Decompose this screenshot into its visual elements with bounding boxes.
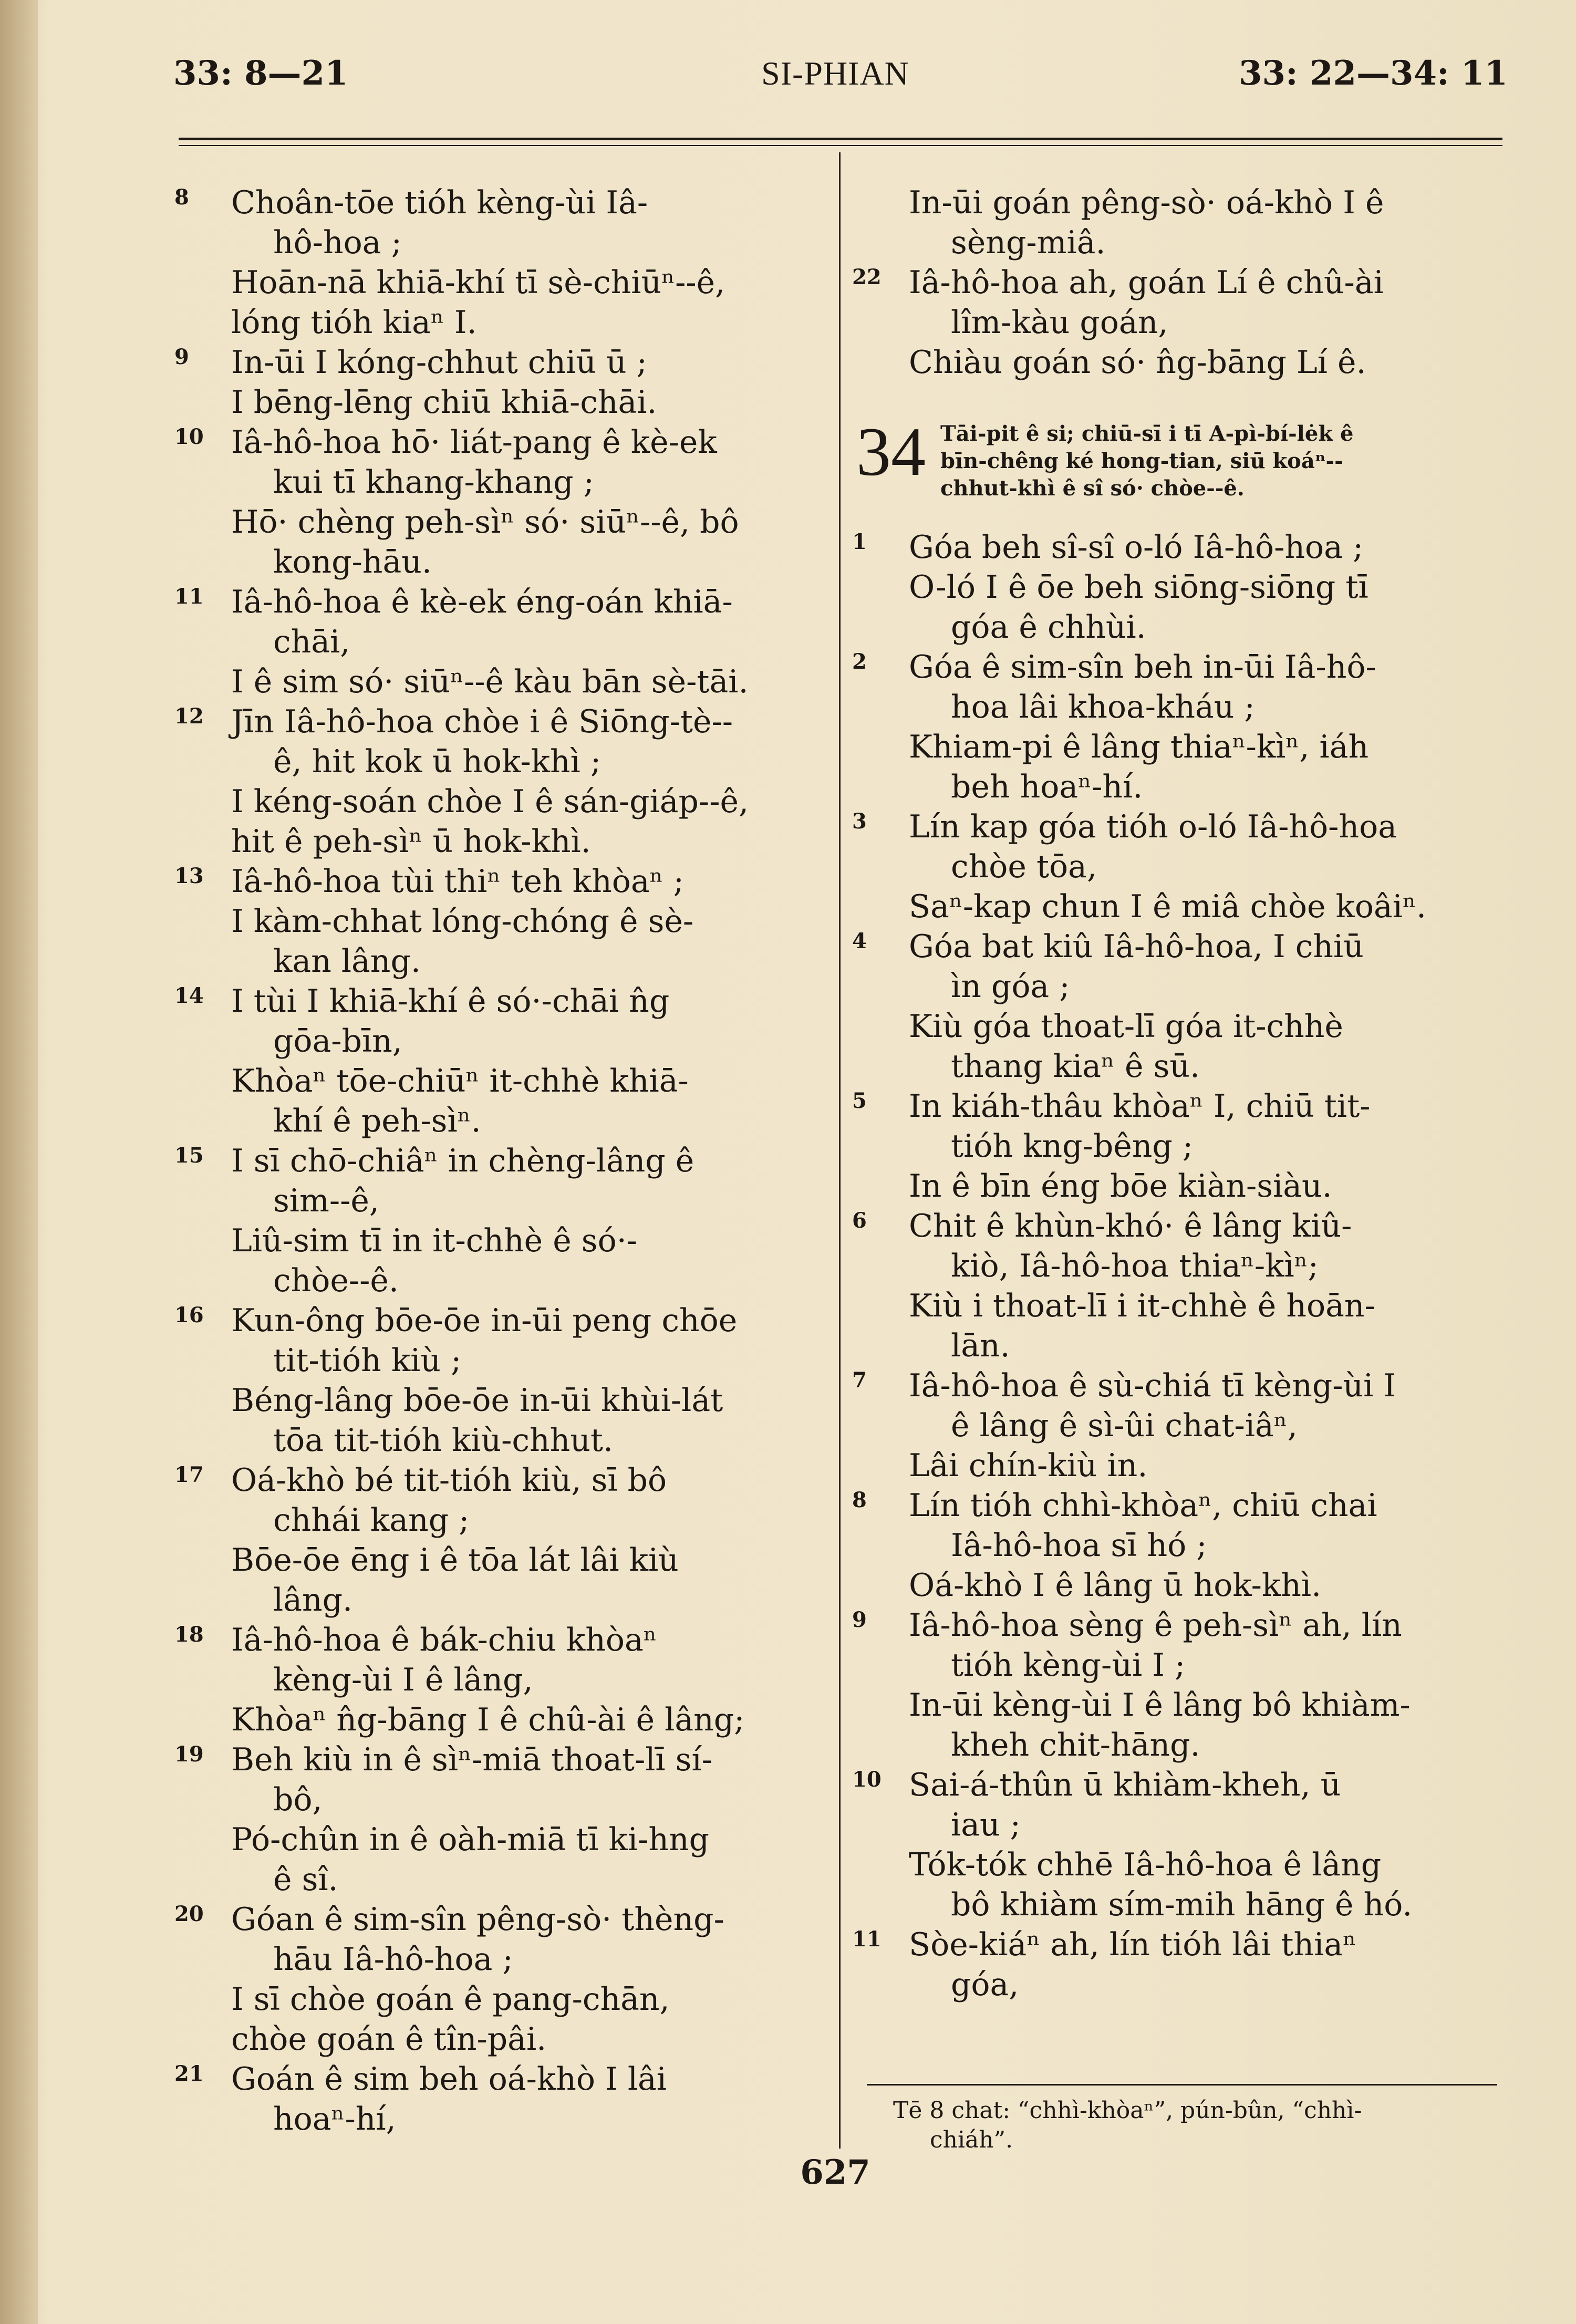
verse (174, 1301, 825, 1460)
footnote-line: chiáh”. (930, 2126, 1013, 2153)
verse-number: 4 (852, 929, 867, 953)
verse-line: Hoān-nā khiā-khí tī sè-chiūⁿ--ê, (231, 264, 725, 301)
verse-line: Chit ê khùn-khó· ê lâng kiû- (909, 1208, 1352, 1244)
verse (174, 981, 825, 1141)
verse-line: I kàm-chhat lóng-chóng ê sè- (231, 903, 694, 940)
footnote-rule (867, 2084, 1497, 2086)
right-column (852, 183, 1502, 2005)
header-left-reference: 33: 8—21 (173, 54, 348, 93)
verse-line: Iâ-hô-hoa ah, goán Lí ê chû-ài (909, 264, 1384, 301)
chapter-summary-line: bīn-chêng ké hong-tian, siū koáⁿ-- (940, 449, 1343, 473)
verse-line: sim--ê, (273, 1182, 380, 1219)
verse-number: 11 (852, 1927, 882, 1952)
verse-line: Jīn Iâ-hô-hoa chòe i ê Siōng-tè-- (231, 703, 733, 740)
verse-number: 1 (852, 530, 867, 554)
verse-line: kheh chit-hāng. (951, 1727, 1200, 1763)
running-title: SI-PHIAN (761, 55, 909, 92)
verse-line: Kiù góa thoat-lī góa it-chhè (909, 1008, 1343, 1045)
verse-line: Beh kiù in ê sìⁿ-miā thoat-lī sí- (231, 1741, 712, 1778)
verse-line: Béng-lâng bōe-ōe in-ūi khùi-lát (231, 1382, 723, 1419)
verse-line: Khiam-pi ê lâng thiaⁿ-kìⁿ, iáh (909, 729, 1369, 765)
verse-number: 22 (852, 265, 882, 289)
verse-line: Kun-ông bōe-ōe in-ūi peng chōe (231, 1302, 738, 1339)
verse-line: In-ūi goán pêng-sò· oá-khò I ê (909, 184, 1384, 221)
verse-number: 6 (852, 1208, 867, 1233)
verse (852, 1765, 1502, 1925)
verse-number: 21 (174, 2061, 204, 2086)
verse-line: sèng-miâ. (951, 224, 1106, 261)
column-divider (839, 152, 841, 2149)
verse-line: tit-tióh kiù ; (273, 1342, 462, 1379)
chapter-summary-line: chhut-khì ê sî só· chòe--ê. (940, 476, 1245, 501)
page-gutter-shadow (0, 0, 38, 2324)
verse-line: In-ūi I kóng-chhut chiū ū ; (231, 344, 647, 381)
verse-line: chāi, (273, 624, 350, 660)
verse-number: 18 (174, 1622, 204, 1647)
verse-line: Bōe-ōe ēng i ê tōa lát lâi kiù (231, 1542, 679, 1579)
verse-line: Kiù i thoat-lī i it-chhè ê hoān- (909, 1288, 1375, 1324)
verse (856, 183, 1502, 263)
verse-line: bô khiàm sím-mih hāng ê hó. (951, 1886, 1413, 1923)
verse (174, 422, 825, 582)
verse-line: Iâ-hô-hoa sèng ê peh-sìⁿ ah, lín (909, 1607, 1402, 1644)
verse (174, 862, 825, 981)
verse-line: hāu Iâ-hô-hoa ; (273, 1941, 513, 1978)
verse-line: Iâ-hô-hoa sī hó ; (951, 1527, 1207, 1564)
verse-line: I sī chō-chiâⁿ in chèng-lâng ê (231, 1143, 694, 1179)
verse-number: 8 (174, 185, 189, 210)
verse (852, 527, 1502, 647)
verse (174, 702, 825, 862)
verse (174, 1141, 825, 1301)
verse-line: In kiáh-thâu khòaⁿ I, chiū tit- (909, 1088, 1371, 1125)
verse (852, 1486, 1502, 1605)
verse-line: Lín kap góa tióh o-ló Iâ-hô-hoa (909, 808, 1397, 845)
right-column-psalm-34 (852, 527, 1502, 2005)
verse-line: kan lâng. (273, 943, 421, 980)
verse-number: 7 (852, 1368, 867, 1393)
verse-line: ìn góa ; (951, 968, 1070, 1005)
verse (174, 1620, 825, 1740)
verse-line: Goán ê sim beh oá-khò I lâi (231, 2061, 667, 2098)
verse-line: Saⁿ-kap chun I ê miâ chòe koâiⁿ. (909, 888, 1427, 925)
verse-line: góa ê chhùi. (951, 609, 1146, 646)
verse-line: Góa beh sî-sî o-ló Iâ-hô-hoa ; (909, 529, 1364, 566)
verse-number: 5 (852, 1088, 867, 1113)
verse-line: Lín tióh chhì-khòaⁿ, chiū chai (909, 1487, 1377, 1524)
verse-line: beh hoaⁿ-hí. (951, 769, 1143, 805)
header-right-reference: 33: 22—34: 11 (1238, 54, 1508, 93)
verse-line: ê, hit kok ū hok-khì ; (273, 743, 602, 780)
verse (174, 183, 825, 343)
verse-line: Iâ-hô-hoa tùi thiⁿ teh khòaⁿ ; (231, 863, 684, 900)
footnote-line: Tē 8 chat: “chhì-khòaⁿ”, pún-bûn, “chhì- (893, 2097, 1362, 2124)
verse-line: Liû-sim tī in it-chhè ê só·- (231, 1222, 638, 1259)
verse-line: tióh kng-bêng ; (951, 1128, 1194, 1165)
verse-line: kui tī khang-khang ; (273, 464, 594, 501)
verse-number: 14 (174, 983, 204, 1008)
verse-line: iau ; (951, 1807, 1021, 1843)
verse-line: I tùi I khiā-khí ê só·-chāi n̂g (231, 983, 670, 1020)
verse-line: Choân-tōe tióh kèng-ùi Iâ- (231, 184, 648, 221)
verse-number: 9 (174, 345, 189, 369)
verse-number: 19 (174, 1742, 204, 1767)
verse-line: In ê bīn éng bōe kiàn-siàu. (909, 1168, 1332, 1205)
verse (852, 263, 1502, 382)
verse-number: 8 (852, 1488, 867, 1512)
verse-line: Góa ê sim-sîn beh in-ūi Iâ-hô- (909, 649, 1376, 686)
verse-line: Góa bat kiû Iâ-hô-hoa, I chiū (909, 928, 1364, 965)
verse-line: lîm-kàu goán, (951, 304, 1168, 341)
header-rule-thick (179, 138, 1502, 140)
verse-line: Khòaⁿ n̂g-bāng I ê chû-ài ê lâng; (231, 1702, 745, 1738)
verse-number: 3 (852, 809, 867, 834)
verse-number: 2 (852, 649, 867, 674)
verse-line: Iâ-hô-hoa ê sù-chiá tī kèng-ùi I (909, 1367, 1396, 1404)
verse-number: 10 (852, 1767, 882, 1792)
verse (852, 1086, 1502, 1206)
verse (852, 1366, 1502, 1486)
verse (174, 2059, 825, 2139)
verse (852, 807, 1502, 927)
verse-line: Sòe-kiáⁿ ah, lín tióh lâi thiaⁿ (909, 1926, 1357, 1963)
left-column (174, 183, 825, 2139)
chapter-summary (940, 420, 1353, 502)
verse (174, 1900, 825, 2059)
chapter-number: 34 (856, 413, 926, 490)
chapter-heading (856, 413, 1502, 527)
right-column-psalm-33 (852, 183, 1502, 382)
verse-line: Lâi chín-kiù in. (909, 1447, 1148, 1484)
verse-line: thang kiaⁿ ê sū. (951, 1048, 1200, 1085)
header-rule-thin (179, 145, 1502, 146)
verse-line: ê lâng ê sì-ûi chat-iâⁿ, (951, 1407, 1298, 1444)
verse-line: Iâ-hô-hoa ê kè-ek éng-oán khiā- (231, 584, 733, 620)
verse (174, 343, 825, 422)
verse-line: chòe tōa, (951, 848, 1097, 885)
verse-line: Tók-tók chhē Iâ-hô-hoa ê lâng (909, 1846, 1382, 1883)
page-number: 627 (800, 2153, 870, 2192)
verse-line: Iâ-hô-hoa hō· liát-pang ê kè-ek (231, 424, 717, 461)
verse-line: khí ê peh-sìⁿ. (273, 1103, 481, 1139)
verse-line: bô, (273, 1781, 323, 1818)
verse-line: lān. (951, 1327, 1010, 1364)
verse-line: Oá-khò bé tit-tióh kiù, sī bô (231, 1462, 667, 1499)
verse-number: 20 (174, 1902, 204, 1926)
verse-line: I ê sim só· siūⁿ--ê kàu bān sè-tāi. (231, 663, 749, 700)
verse-line: hoaⁿ-hí, (273, 2101, 396, 2138)
verse-number: 9 (852, 1607, 867, 1632)
verse (852, 1925, 1502, 2005)
verse-number: 10 (174, 424, 204, 449)
verse-line: In-ūi kèng-ùi I ê lâng bô khiàm- (909, 1687, 1411, 1724)
verse-line: chhái kang ; (273, 1502, 470, 1539)
verse (852, 647, 1502, 807)
verse-line: kong-hāu. (273, 544, 432, 580)
verse-line: hô-hoa ; (273, 224, 402, 261)
verse-line: I kéng-soán chòe I ê sán-giáp--ê, (231, 783, 749, 820)
verse-line: Pó-chûn in ê oàh-miā tī ki-hng (231, 1821, 710, 1858)
verse-line: hit ê peh-sìⁿ ū hok-khì. (231, 823, 591, 860)
verse-line: tióh kèng-ùi I ; (951, 1647, 1186, 1684)
verse (174, 582, 825, 702)
verse-number: 12 (174, 704, 204, 729)
verse-line: O-ló I ê ōe beh siōng-siōng tī (909, 569, 1368, 606)
verse (852, 1206, 1502, 1366)
verse-line: Iâ-hô-hoa ê bák-chiu khòaⁿ (231, 1622, 657, 1658)
verse-line: lóng tióh kiaⁿ I. (231, 304, 477, 341)
verse-line: gōa-bīn, (273, 1023, 402, 1060)
verse-number: 17 (174, 1462, 204, 1487)
verse-line: I sī chòe goán ê pang-chān, (231, 1981, 670, 2018)
chapter-summary-line: Tāi-pit ê si; chiū-sī i tī A-pì-bí-lėk ê (940, 421, 1354, 446)
verse-line: kiò, Iâ-hô-hoa thiaⁿ-kìⁿ; (951, 1248, 1319, 1284)
verse-line: Góan ê sim-sîn pêng-sò· thèng- (231, 1901, 724, 1938)
verse-line: I bēng-lēng chiū khiā-chāi. (231, 384, 657, 421)
verse (852, 927, 1502, 1086)
verse-number: 11 (174, 584, 204, 609)
verse-line: Sai-á-thûn ū khiàm-kheh, ū (909, 1767, 1341, 1803)
verse-number: 15 (174, 1143, 204, 1168)
verse-number: 13 (174, 864, 204, 888)
verse-line: chòe goán ê tîn-pâi. (231, 2021, 547, 2058)
footnote (893, 2096, 1362, 2155)
verse-line: kèng-ùi I ê lâng, (273, 1662, 533, 1698)
verse-line: Chiàu goán só· n̂g-bāng Lí ê. (909, 344, 1366, 381)
verse-number: 16 (174, 1303, 204, 1327)
verse (852, 1605, 1502, 1765)
verse-line: ê sî. (273, 1861, 338, 1898)
verse-line: Oá-khò I ê lâng ū hok-khì. (909, 1567, 1322, 1604)
verse-line: Hō· chèng peh-sìⁿ só· siūⁿ--ê, bô (231, 504, 739, 541)
verse-line: Khòaⁿ tōe-chiūⁿ it-chhè khiā- (231, 1063, 689, 1099)
verse-line: hoa lâi khoa-kháu ; (951, 689, 1255, 725)
verse-line: lâng. (273, 1582, 353, 1618)
verse-line: góa, (951, 1966, 1019, 2003)
verse-line: chòe--ê. (273, 1262, 399, 1299)
verse (174, 1740, 825, 1900)
verse-line: tōa tit-tióh kiù-chhut. (273, 1422, 614, 1459)
verse (174, 1460, 825, 1620)
